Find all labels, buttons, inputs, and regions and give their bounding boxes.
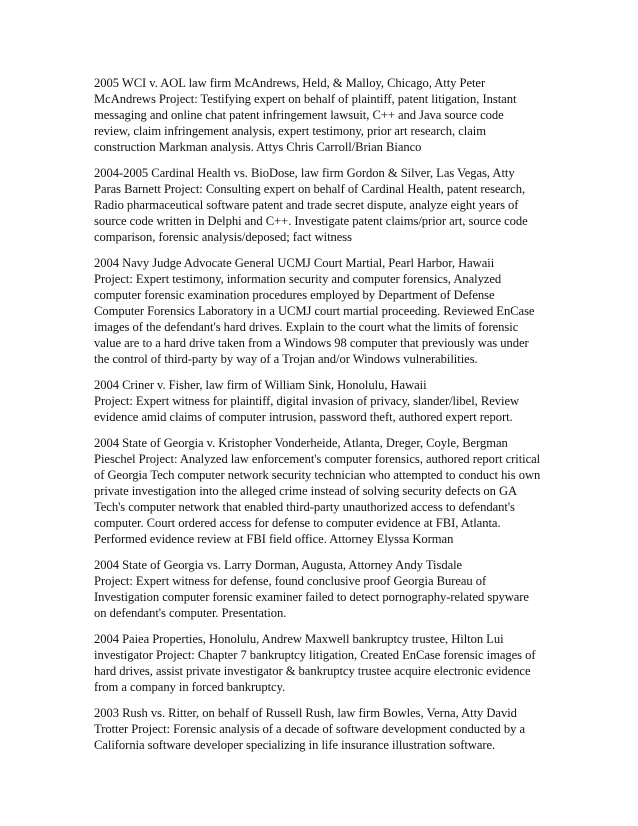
text-line: Performed evidence review at FBI field office. Attorney Elyssa Korman — [94, 532, 454, 546]
text-line: of Georgia Tech computer network security technician who attempted to conduct his own — [94, 468, 541, 482]
text-line: hard drives, assist private investigator & bankruptcy trustee acquire electronic evidence — [94, 664, 531, 678]
text-line: value are to a hard drive taken from a Windows 98 computer that previously was under — [94, 336, 529, 350]
text-line: source code written in Delphi and C++. Investigate patent claims/prior art, source code — [94, 214, 528, 228]
text-line: 2003 Rush vs. Ritter, on behalf of Russell Rush, law firm Bowles, Verna, Atty David — [94, 706, 517, 720]
text-line: 2005 WCI v. AOL law firm McAndrews, Held, & Malloy, Chicago, Atty Peter — [94, 76, 486, 90]
text-line: Trotter Project: Forensic analysis of a decade of software development conducted by a — [94, 722, 526, 736]
text-line: McAndrews Project: Testifying expert on behalf of plaintiff, patent litigation, Instant — [94, 92, 517, 106]
text-line: Tech's computer network that enabled third-party unauthorized access to defendant's — [94, 500, 515, 514]
text-line: California software developer specializing in life insurance illustration software. — [94, 738, 496, 752]
text-line: images of the defendant's hard drives. Explain to the court what the limits of forensic — [94, 320, 519, 334]
case-entry — [94, 435, 546, 547]
text-line: Pieschel Project: Analyzed law enforcement's computer forensics, authored report critical — [94, 452, 541, 466]
text-line: 2004 Paiea Properties, Honolulu, Andrew Maxwell bankruptcy trustee, Hilton Lui — [94, 632, 504, 646]
text-line: 2004 State of Georgia v. Kristopher Vonderheide, Atlanta, Dreger, Coyle, Bergman — [94, 436, 508, 450]
text-line: Investigation computer forensic examiner failed to detect pornography-related spyware — [94, 590, 529, 604]
text-line: Radio pharmaceutical software patent and trade secret dispute, analyze eight years of — [94, 198, 519, 212]
text-line: on defendant's computer. Presentation. — [94, 606, 287, 620]
text-line: Paras Barnett Project: Consulting expert on behalf of Cardinal Health, patent research, — [94, 182, 526, 196]
text-line: from a company in forced bankruptcy. — [94, 680, 286, 694]
text-line: evidence amid claims of computer intrusion, password theft, authored expert report. — [94, 410, 513, 424]
case-entry — [94, 75, 546, 155]
text-line: 2004 Criner v. Fisher, law firm of William Sink, Honolulu, Hawaii — [94, 378, 427, 392]
case-entry — [94, 165, 546, 245]
text-line: investigator Project: Chapter 7 bankruptcy litigation, Created EnCase forensic images of — [94, 648, 536, 662]
text-line: computer. Court ordered access for defense to computer evidence at FBI, Atlanta. — [94, 516, 501, 530]
text-line: computer forensic examination procedures employed by Department of Defense — [94, 288, 495, 302]
text-line: 2004 Navy Judge Advocate General UCMJ Court Martial, Pearl Harbor, Hawaii — [94, 256, 495, 270]
text-line: Project: Expert witness for defense, found conclusive proof Georgia Bureau of — [94, 574, 487, 588]
text-line: Project: Expert testimony, information security and computer forensics, Analyzed — [94, 272, 502, 286]
document-body — [94, 75, 546, 763]
case-entry — [94, 557, 546, 621]
text-line: construction Markman analysis. Attys Chris Carroll/Brian Bianco — [94, 140, 422, 154]
case-entry — [94, 377, 546, 425]
text-line: messaging and online chat patent infringement lawsuit, C++ and Java source code — [94, 108, 504, 122]
text-line: private investigation into the alleged crime instead of solving security defects on GA — [94, 484, 518, 498]
text-line: 2004-2005 Cardinal Health vs. BioDose, law firm Gordon & Silver, Las Vegas, Atty — [94, 166, 515, 180]
text-line: review, claim infringement analysis, expert testimony, prior art research, claim — [94, 124, 486, 138]
text-line: Project: Expert witness for plaintiff, digital invasion of privacy, slander/libel, Review — [94, 394, 520, 408]
text-line: the control of third-party by way of a Trojan and/or Windows vulnerabilities. — [94, 352, 478, 366]
text-line: Computer Forensics Laboratory in a UCMJ court martial proceeding. Reviewed EnCase — [94, 304, 535, 318]
case-entry — [94, 705, 546, 753]
case-entry — [94, 255, 546, 367]
text-line: 2004 State of Georgia vs. Larry Dorman, Augusta, Attorney Andy Tisdale — [94, 558, 463, 572]
case-entry — [94, 631, 546, 695]
text-line: comparison, forensic analysis/deposed; fact witness — [94, 230, 353, 244]
